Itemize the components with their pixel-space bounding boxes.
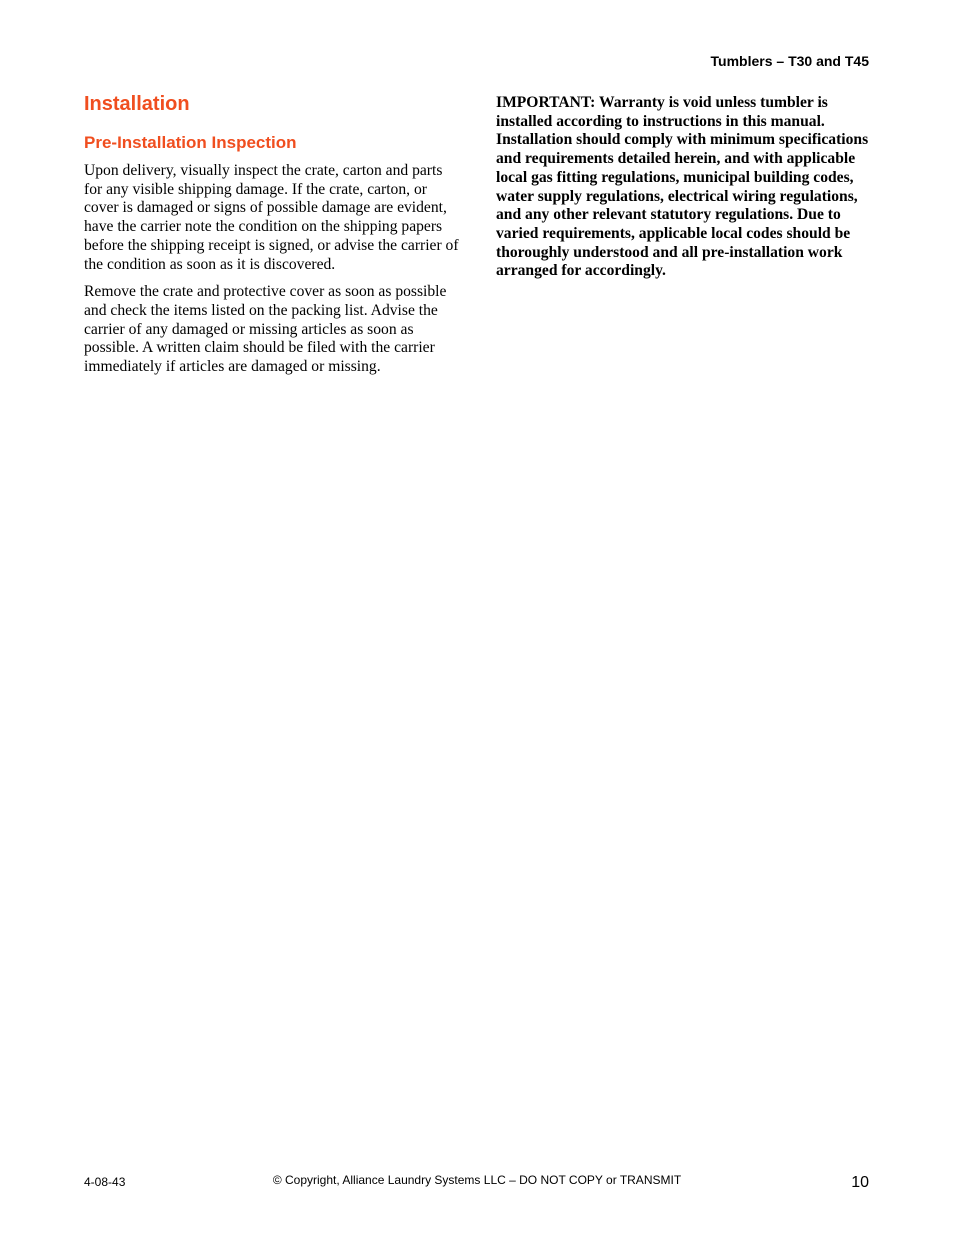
important-notice: IMPORTANT: Warranty is void unless tumbler is installed according to instructions in this manual. Installation should comply with minimum specifications and requirements detailed herein, and with applicable local gas fitting regulations, municipal building codes, water supply regulations, electrical wiring regulations, and any other relevant statutory regulations. Due to varied requirements, applicable local codes should be thoroughly understood and all pre-installation work arranged for accordingly. — [496, 94, 869, 280]
footer-doc-number: 4-08-43 — [84, 1175, 126, 1189]
footer-copyright: © Copyright, Alliance Laundry Systems LLC – DO NOT COPY or TRANSMIT — [272, 1173, 682, 1187]
footer-page-number: 10 — [851, 1174, 869, 1191]
running-header: Tumblers – T30 and T45 — [710, 53, 869, 69]
section-title-installation: Installation — [84, 93, 190, 115]
body-paragraph-remove-crate: Remove the crate and protective cover as soon as possible and check the items listed on the packing list. Advise the carrier of any damaged or missing articles as soon as possible. A written claim should be filed with the carrier immediately if articles are damaged or missing. — [84, 283, 447, 376]
body-paragraph-delivery: Upon delivery, visually inspect the crate, carton and parts for any visible shipping damage. If the crate, carton, or cover is damaged or signs of possible damage are evident, have the carrier note the condition on the shipping papers before the shipping receipt is signed, or advise the carrier of the condition as soon as it is discovered. — [84, 162, 459, 273]
left-column — [84, 90, 460, 386]
subsection-title-pre-installation: Pre-Installation Inspection — [84, 133, 297, 152]
right-column — [496, 94, 872, 281]
